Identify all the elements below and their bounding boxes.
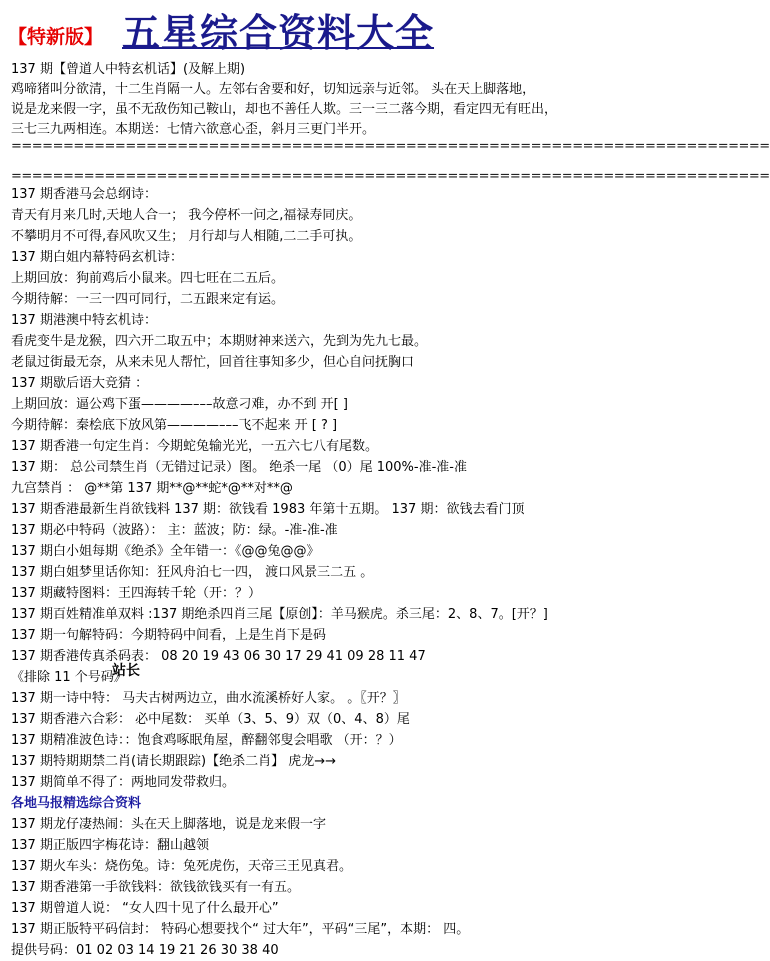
intro-line: 137 期【曾道人中特玄机话】(及解上期) [11, 62, 246, 77]
intro-line: 鸡啼猪叫分欲清，十二生肖隔一人。左邻右舍要和好，切知远亲与近邻。 头在天上脚落地， [11, 82, 536, 97]
edition-tag: 【特新版】 [8, 26, 104, 48]
text-line: 137 期必中特码（波路）： 主：蓝波；防：绿。-准-准-准 [11, 523, 338, 538]
watermark-text: 站长 [112, 663, 140, 679]
page-title: 五星综合资料大全 [122, 10, 435, 55]
text-line: 137 期正版特平码信封： 特码心想要找个“ 过大年”，平码“三尾”，本期： 四。 [11, 922, 470, 937]
text-line: 今期待解：秦桧底下放风第————–––飞不起来 开 [ ? ] [11, 418, 338, 433]
text-line: 137 期火车头：烧伤兔。诗：兔死虎伤，天帝三王见真君。 [11, 859, 352, 874]
text-line: 137 期白姐内幕特码玄机诗： [11, 250, 183, 265]
intro-line: 三七三九两相连。本期送：七情六欲意心歪，斜月三更门半开。 [11, 122, 376, 137]
intro-block [11, 60, 659, 140]
text-line: 137 期香港一句定生肖：今期蛇兔输光光，一五六七八有尾数。 [11, 439, 378, 454]
text-line: 137 期百姓精准单双料 :137 期绝杀四肖三尾【原创】：羊马猴虎。杀三尾：2、8、7。[开？] [11, 607, 548, 622]
text-line: 137 期香港传真杀码表： 08 20 19 43 06 30 17 29 41 09 28 11 47 [11, 649, 426, 664]
content-body [11, 60, 770, 961]
text-line: 上期回放：狗前鸡后小鼠来。四七旺在二五后。 [11, 271, 285, 286]
text-line: 137 期白姐梦里话你知：狂风舟泊七一四， 渡口风景三二五 。 [11, 565, 374, 580]
text-line: 今期待解：一三一四可同行，二五跟来定有运。 [11, 292, 285, 307]
text-line: 137 期香港马会总纲诗： [11, 187, 157, 202]
text-line: 九宫禁肖 ： @**第 137 期**@**蛇*@**对**@ [11, 481, 293, 496]
section-title: 各地马报精选综合资料 [11, 796, 142, 811]
text-line: 137 期一句解特码：今期特码中间看，上是生肖下是码 [11, 628, 326, 643]
spacer [11, 154, 659, 170]
separator-line: ========================================================================= [11, 139, 770, 154]
section-lines [11, 814, 659, 961]
text-line: 137 期龙仔凄热闹：头在天上脚落地，说是龙来假一字 [11, 817, 326, 832]
separator-line: ========================================================================= [11, 169, 770, 184]
text-line: 137 期歇后语大竞猜 ： [11, 376, 149, 391]
text-line: 137 期简单不得了：两地同发带救归。 [11, 775, 235, 790]
text-line: 137 期曾道人说： “女人四十见了什么最开心” [11, 901, 279, 916]
header [8, 2, 658, 58]
text-line: 137 期一诗中特： 马夫古树两边立，曲水流溪桥好人家。 。〖开？〗 [11, 691, 406, 706]
text-line: 《排除 11 个号码》 [11, 670, 127, 685]
text-line: 看虎变牛是龙猴，四六开二取五中；本期财神来送六，先到为先九七最。 [11, 334, 428, 349]
text-line: 137 期香港六合彩： 必中尾数： 买单（3、5、9）双（0、4、8）尾 [11, 712, 410, 727]
text-line: 137 期白小姐每期《绝杀》全年错一：《@@兔@@》 [11, 544, 320, 559]
text-line: 不攀明月不可得,春风吹又生； 月行却与人相随,二二手可执。 [11, 229, 362, 244]
text-line: 137 期精准波色诗：：饱食鸡啄眠角屋，醉翻邻叟会唱歌 （开：？） [11, 733, 402, 748]
text-line: 青天有月来几时,天地人合一； 我今停杯一问之,福禄寿同庆。 [11, 208, 362, 223]
text-line: 137 期港澳中特玄机诗： [11, 313, 157, 328]
text-line: 137 期： 总公司禁生肖（无错过记录）图。 绝杀一尾 （0）尾 100%-准-准-准 [11, 460, 467, 475]
text-line: 137 期特期期禁二肖(请长期跟踪)【绝杀二肖】 虎龙→→ [11, 754, 337, 769]
text-line: 137 期正版四字梅花诗：翻山越领 [11, 838, 209, 853]
intro-line: 说是龙来假一字，虽不无敌伤知己鞍山，却也不善任人欺。三一三二落今期，看定四无有旺出， [11, 102, 558, 117]
text-line: 137 期香港第一手欲钱料：欲钱欲钱买有一有五。 [11, 880, 300, 895]
text-line: 137 期香港最新生肖欲钱料 137 期：欲钱看 1983 年第十五期。 137 期：欲钱去看门顶 [11, 502, 525, 517]
text-line: 上期回放：逼公鸡下蛋————–––故意刁难，办不到 开[ ] [11, 397, 348, 412]
main-lines [11, 184, 659, 793]
text-line: 老鼠过街最无奈，从来未见人帮忙，回首往事知多少，但心自问抚胸口 [11, 355, 415, 370]
text-line: 提供号码：01 02 03 14 19 21 26 30 38 40 [11, 943, 279, 958]
text-line: 137 期藏特图料：王四海转千轮（开：？） [11, 586, 261, 601]
